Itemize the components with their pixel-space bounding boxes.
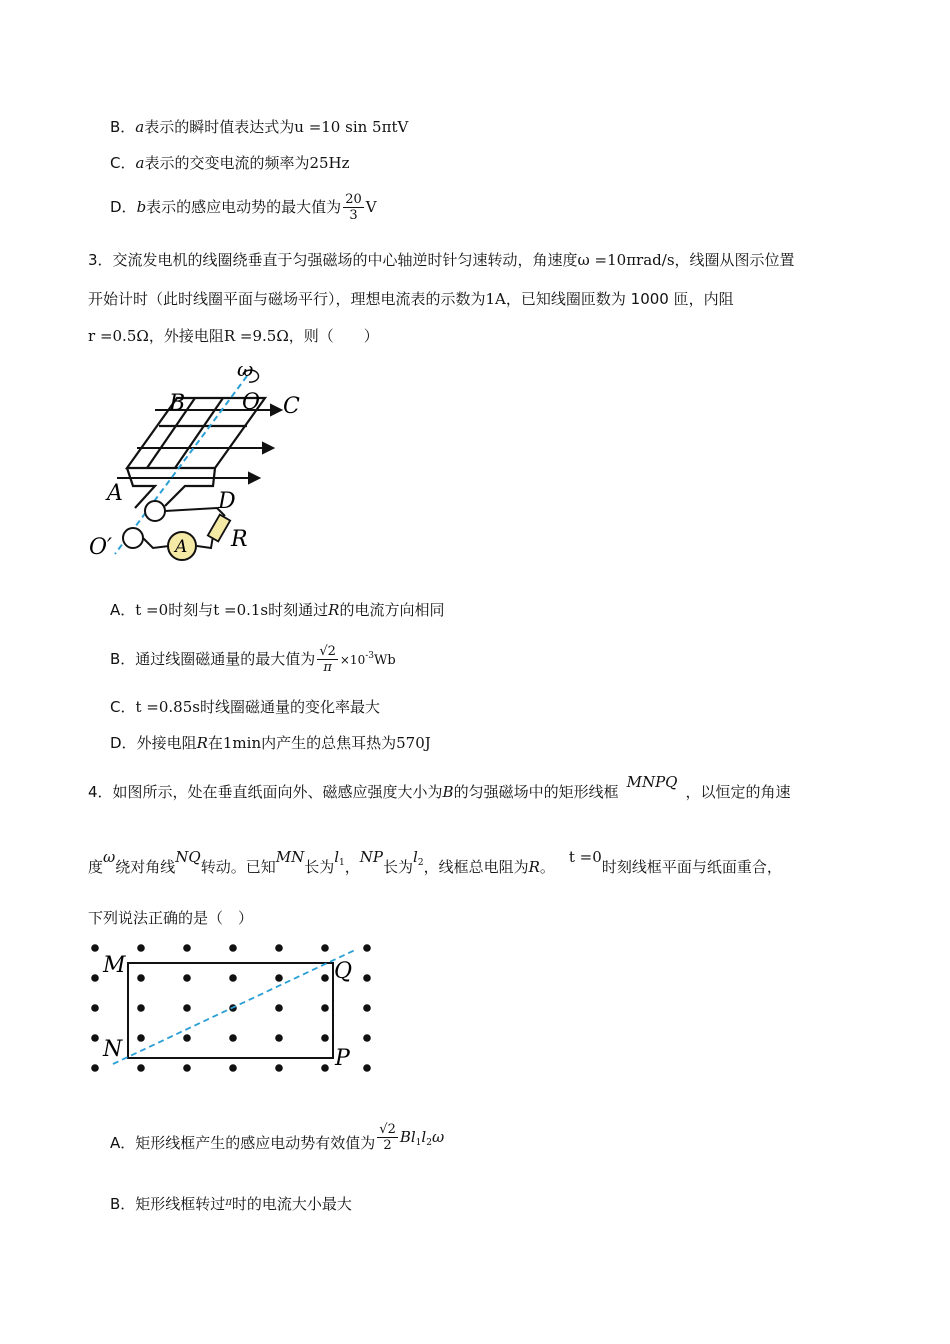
label-B: B (169, 391, 186, 416)
formula: ω =10πrad/s (577, 251, 675, 269)
option-label: B． (110, 118, 136, 136)
field-dot (137, 944, 145, 952)
option-text: 内产生的总焦耳热为 (261, 734, 397, 752)
field-dot (229, 1034, 237, 1042)
stem-text: 度 (88, 858, 104, 876)
variable: π (225, 1197, 232, 1208)
label-Q: Q (334, 959, 353, 984)
magnetic-field-arrows (117, 405, 281, 483)
diagonal-axis (113, 950, 355, 1064)
exponent: -3 (365, 651, 374, 661)
label-C: C (283, 394, 300, 419)
q3-stem-line3 (88, 326, 379, 346)
formula: 570J (396, 734, 431, 752)
slip-ring (123, 528, 143, 548)
field-dot (275, 1064, 283, 1072)
formula: R =9.5Ω (223, 327, 289, 345)
field-dot (229, 944, 237, 952)
option-label: C． (110, 154, 136, 172)
formula: t =0.1s (213, 601, 269, 619)
option-label: B． (110, 650, 136, 668)
option-d-prev (110, 192, 377, 223)
stem-text: ， (344, 858, 360, 876)
stem-text: ，则（ ） (288, 327, 379, 345)
option-c-prev (110, 153, 350, 173)
label-P: P (335, 1046, 350, 1071)
subscript: 1 (339, 858, 345, 868)
variable: b (136, 198, 147, 216)
formula: t =0 (135, 601, 169, 619)
q4-stem-line1 (88, 773, 791, 802)
stem-text: 下列说法正确的是（ ） (88, 909, 254, 927)
field-dot (137, 1034, 145, 1042)
formula: t =0 (568, 848, 602, 866)
ammeter-label: A (175, 537, 188, 557)
variable: ω (103, 848, 116, 866)
variable: R (328, 601, 340, 619)
field-dot (275, 1034, 283, 1042)
option-label: A． (110, 1134, 136, 1152)
field-dot (321, 944, 329, 952)
label-O: O (242, 390, 261, 415)
stem-text: ，以恒定的角速 (685, 783, 791, 801)
field-dot (363, 1004, 371, 1012)
variable: l (421, 1128, 427, 1146)
label-A: A (107, 481, 123, 506)
formula: t =0.85s (135, 698, 200, 716)
variable: R (528, 858, 540, 876)
variable: MN (275, 848, 305, 866)
resistor-icon (208, 515, 230, 542)
option-text: 时刻通过 (268, 601, 329, 619)
option-text: 矩形线框转过 (135, 1195, 226, 1213)
q4-stem-line2 (88, 848, 782, 883)
field-dot (321, 974, 329, 982)
option-text: 表示的交变电流的频率为 (144, 154, 310, 172)
q4-option-b (110, 1194, 352, 1217)
option-text: 在 (207, 734, 223, 752)
formula: u =10 sin 5πtV (294, 118, 409, 136)
field-dot (91, 1004, 99, 1012)
fraction: $\frac{√2}{2}$ (379, 1122, 396, 1153)
label-R: R (231, 527, 248, 552)
option-label: B． (110, 1195, 136, 1213)
field-dot (91, 1034, 99, 1042)
formula: 25Hz (309, 154, 350, 172)
field-dot (363, 1064, 371, 1072)
stem-text: 转动。已知 (200, 858, 276, 876)
field-dot (137, 1004, 145, 1012)
field-dot (363, 944, 371, 952)
stem-text: 时刻线框平面与纸面重合， (601, 858, 782, 876)
option-label: D． (110, 198, 137, 216)
unit: Wb (373, 653, 396, 668)
variable: a (135, 154, 145, 172)
unit: V (365, 198, 377, 216)
field-dot (321, 1064, 329, 1072)
field-dot (229, 1064, 237, 1072)
option-label: A． (110, 601, 136, 619)
q4-stem-line3 (88, 908, 253, 928)
stem-text: ，外接电阻 (148, 327, 224, 345)
variable: NQ (175, 848, 201, 866)
variable: ω (431, 1128, 445, 1146)
field-dot (137, 974, 145, 982)
stem-text: ，线框总电阻为 (423, 858, 529, 876)
field-dot (183, 1064, 191, 1072)
q3-stem-line2 (88, 289, 734, 309)
variable: MNPQ (626, 773, 678, 791)
slip-ring (145, 501, 165, 521)
field-dot (91, 974, 99, 982)
subscript: 2 (426, 1138, 432, 1148)
stem-text: 长为 (304, 858, 335, 876)
variable: a (135, 118, 145, 136)
option-text: 外接电阻 (136, 734, 197, 752)
field-dot (275, 944, 283, 952)
field-dot (321, 1004, 329, 1012)
label-omega: ω (237, 358, 254, 381)
option-text: 的电流方向相同 (339, 601, 445, 619)
option-text: 表示的瞬时值表达式为 (144, 118, 295, 136)
option-text: 表示的感应电动势的最大值为 (146, 198, 342, 216)
variable: l (334, 848, 340, 866)
stem-text: 开始计时（此时线圈平面与磁场平行），理想电流表的示数为 (88, 290, 486, 308)
q3-option-d (110, 733, 431, 753)
variable: l (413, 848, 418, 866)
stem-text: 4．如图所示，处在垂直纸面向外、磁感应强度大小为 (88, 783, 443, 801)
frame-field-figure (85, 938, 385, 1083)
stem-text: ，线圈从图示位置 (674, 251, 795, 269)
stem-text: 长为 (383, 858, 414, 876)
field-dot (91, 1064, 99, 1072)
stem-text: 的匀强磁场中的矩形线框 (453, 783, 619, 801)
field-dot (137, 1064, 145, 1072)
field-dot (91, 944, 99, 952)
q3-option-b (110, 644, 396, 675)
field-dot (363, 1034, 371, 1042)
option-text: 矩形线框产生的感应电动势有效值为 (135, 1134, 376, 1152)
stem-text: 3．交流发电机的线圈绕垂直于匀强磁场的中心轴逆时针匀速转动，角速度 (88, 251, 578, 269)
variable: B (442, 783, 454, 801)
stem-text: 。 (539, 858, 555, 876)
formula: 1A (485, 290, 506, 308)
field-dot (275, 1004, 283, 1012)
option-text: 时的电流大小最大 (231, 1195, 352, 1213)
label-M: M (103, 953, 126, 978)
label-N: N (103, 1037, 123, 1062)
field-dot (321, 1034, 329, 1042)
option-label: D． (110, 734, 137, 752)
option-text: 通过线圈磁通量的最大值为 (135, 650, 316, 668)
option-label: C． (110, 698, 136, 716)
q3-option-a (110, 600, 444, 620)
field-dot (183, 944, 191, 952)
formula: r =0.5Ω (88, 327, 149, 345)
q4-option-a (110, 1122, 445, 1159)
variable: NP (359, 848, 383, 866)
label-O-prime: O′ (89, 535, 113, 560)
field-dot (183, 974, 191, 982)
option-text: 时线圈磁通量的变化率最大 (199, 698, 380, 716)
subscript: 2 (417, 858, 424, 868)
q3-stem-line1 (88, 250, 795, 270)
formula: ×10 (339, 653, 366, 667)
generator-figure (85, 358, 315, 568)
option-text: 时刻与 (168, 601, 214, 619)
option-b-prev (110, 117, 408, 137)
formula: Bl (399, 1128, 416, 1146)
field-dot (275, 974, 283, 982)
field-dot (229, 974, 237, 982)
label-D: D (218, 489, 236, 514)
variable: R (196, 734, 208, 752)
fraction: $\frac{√2}{\pi}$ (319, 644, 336, 675)
subscript: 1 (415, 1138, 422, 1148)
field-dot (183, 1034, 191, 1042)
formula: 1min (222, 734, 262, 752)
field-dot (183, 1004, 191, 1012)
field-dot (363, 974, 371, 982)
fraction: $\frac{20}{3}$ (345, 192, 362, 223)
stem-text: ，已知线圈匝数为 1000 匝，内阻 (505, 290, 734, 308)
q3-option-c (110, 697, 380, 717)
stem-text: 绕对角线 (115, 858, 176, 876)
